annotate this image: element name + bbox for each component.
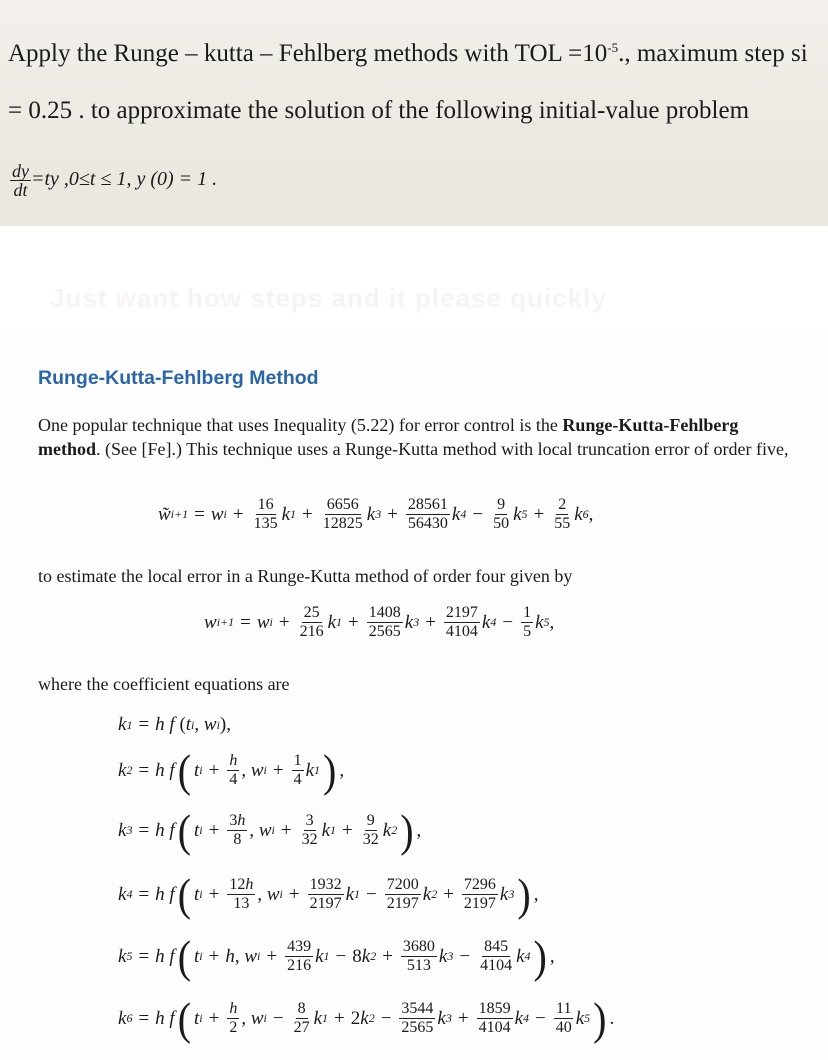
intro-paragraph: One popular technique that uses Inequality (5.22) for error control is the Runge-Kutta-Fehlberg method. (See [Fe].) This technique uses a Runge-Kutta method with local truncation error of order five, [38,415,789,459]
problem-statement-photo [0,0,828,226]
textbook-excerpt [0,334,828,1060]
coef-6656-12825: $\frac{6656}{12825}$ [322,496,363,532]
coef-intro-text: where the coefficient equations are [38,674,290,694]
k5-equation: k 5 = h f ( t i + h , w i + $\frac{439}{216}$ k 1 − 8 k 2 + $\frac{3680}{513}$ k 3 − $\frac{845}{4104}$ k 4 ) , [118,930,555,982]
page-gap [0,226,828,334]
k3-equation: k 3 = h f ( t i + $\frac{3h}{8}$ , w i + $\frac{3}{32}$ k 1 + $\frac{9}{32}$ k 2 ) , [118,804,422,856]
k6-equation: k 6 = h f ( t i + $\frac{h}{2}$ , w i − $\frac{8}{27}$ k 1 + 2 k 2 − $\frac{3544}{2565}$ k 3 + $\frac{1859}{4104}$ k 4 − $\frac{11}{40}$ k 5 ) . [118,992,615,1044]
coef-2-55: $\frac{2}{55}$ [554,496,571,532]
mid-text: to estimate the local error in a Runge-Kutta method of order four given by [38,566,573,586]
coef-9-50: $\frac{9}{50}$ [493,496,510,532]
coef-1-5: $\frac{1}{5}$ [523,604,532,640]
k1-equation: k 1 = h f ( t i , w i ), [118,714,231,735]
coef-28561-56430: $\frac{28561}{56430}$ [407,496,448,532]
coef-2197-4104: $\frac{2197}{4104}$ [445,604,478,640]
coef-1408-2565: $\frac{1408}{2565}$ [368,604,401,640]
fourth-order-formula: w i+1 = w i + $\frac{25}{216}$ k 1 + $\frac{1408}{2565}$ k 3 + $\frac{2197}{4104}$ k 4 − $\frac{1}{5}$ k 5 , [204,604,555,640]
coef-16-135: $\frac{16}{135}$ [253,496,278,532]
coef-25-216: $\frac{25}{216}$ [299,604,324,640]
section-title: Runge-Kutta-Fehlberg Method [38,367,319,389]
fifth-order-formula: w̃ i+1 = w i + $\frac{16}{135}$ k 1 + $\frac{6656}{12825}$ k 3 + $\frac{28561}{56430}$ k 4 − $\frac{9}{50}$ k 5 + $\frac{2}{55}$ k 6 , [158,496,594,532]
dy-dt-fraction: $\frac{dy}{dt}$ [12,161,29,200]
initial-value-problem: $\frac{dy}{dt}$ =ty ,0≤t ≤ 1, y (0) = 1 . [12,161,218,200]
problem-line-2: = 0.25 . to approximate the solution of the following initial-value problem [8,97,750,124]
problem-line-1: Apply the Runge – kutta – Fehlberg methods with TOL $=10^{-5}$., maximum step si [8,40,808,67]
bleed-through-text: Just want how steps and it please quickly [50,283,607,313]
k4-equation: k 4 = h f ( t i + $\frac{12h}{13}$ , w i + $\frac{1932}{2197}$ k 1 − $\frac{7200}{2197}$ k 2 + $\frac{7296}{2197}$ k 3 ) , [118,868,539,920]
k2-equation: k 2 = h f ( t i + $\frac{h}{4}$ , w i + $\frac{1}{4}$ k 1 ) , [118,744,345,796]
